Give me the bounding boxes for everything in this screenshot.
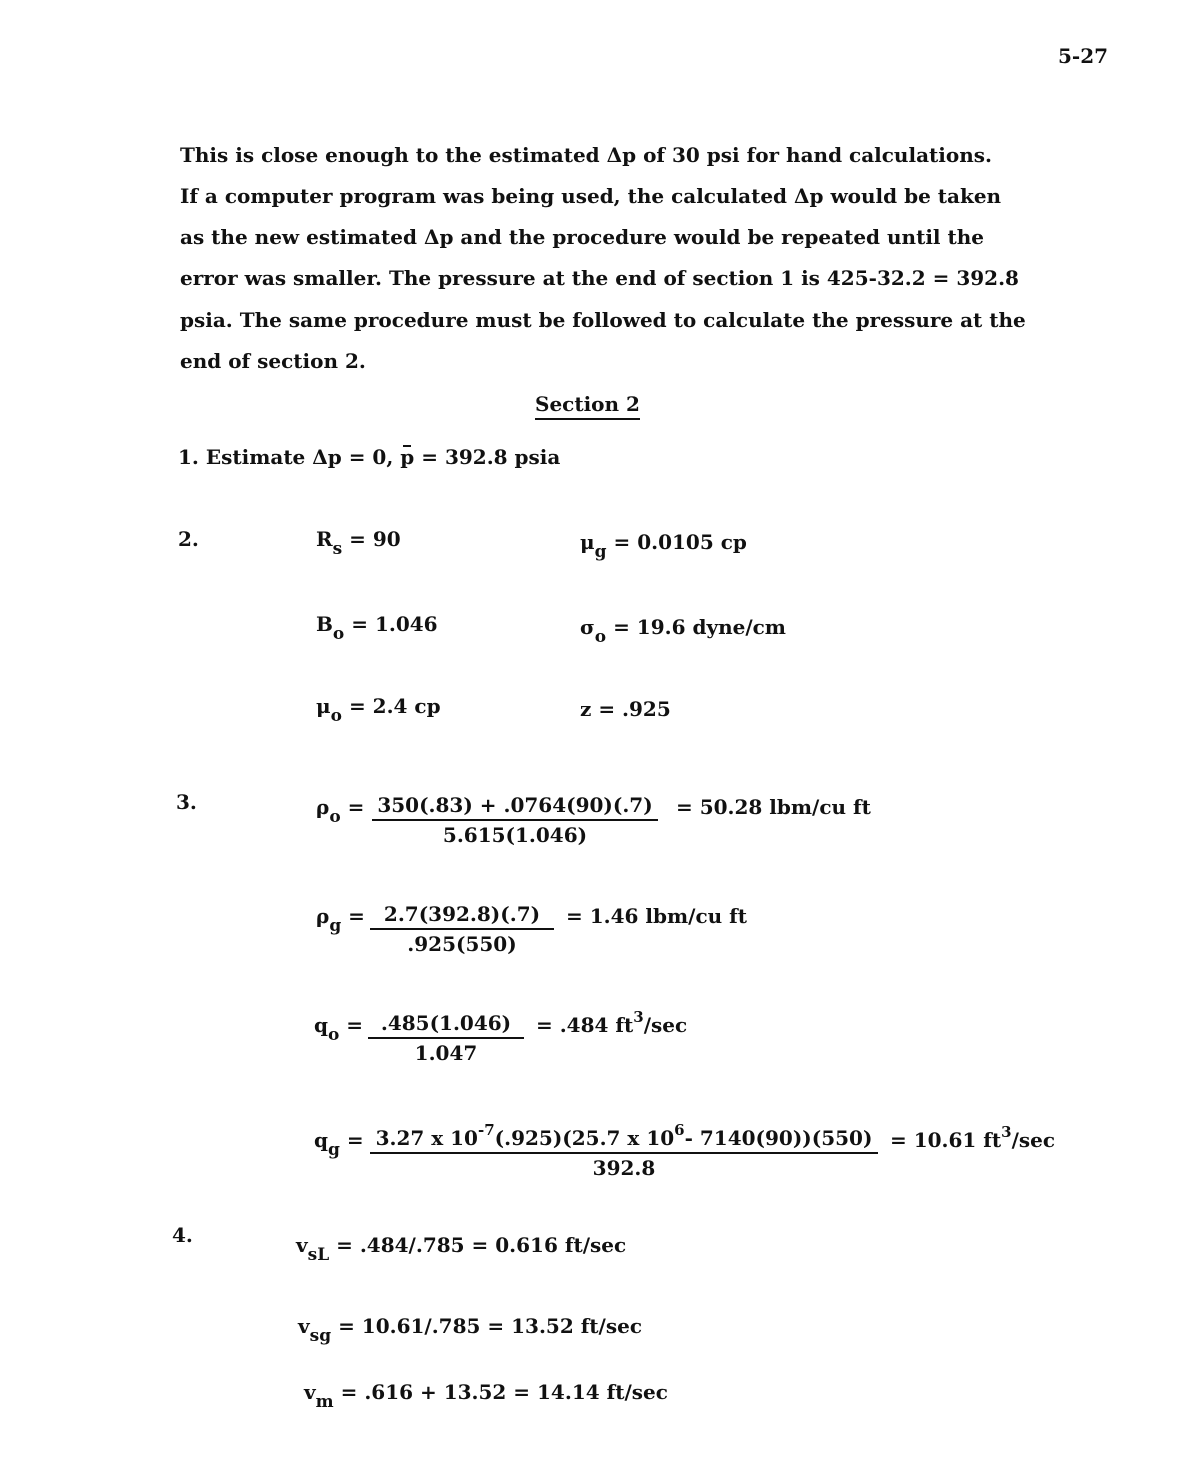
symbol: v	[296, 1233, 308, 1257]
qg-lhs	[314, 1128, 364, 1160]
symbol: R	[316, 527, 333, 551]
symbol: σ	[580, 615, 595, 639]
value: = .484/.785 = 0.616 ft/sec	[336, 1233, 627, 1257]
result-a: = .484 ft	[536, 1013, 634, 1037]
equals: =	[348, 904, 365, 928]
subscript: o	[327, 1025, 340, 1045]
num-part-b: (.925)(25.7 x 10	[494, 1126, 675, 1150]
denominator: .925(550)	[407, 932, 517, 956]
vsg-equation	[298, 1314, 643, 1346]
num-part-c: - 7140(90))(550)	[684, 1126, 873, 1150]
value: = 10.61/.785 = 13.52 ft/sec	[338, 1314, 643, 1338]
superscript: 3	[1001, 1123, 1012, 1141]
denominator: 5.615(1.046)	[442, 823, 588, 847]
equals: =	[346, 1128, 364, 1152]
value: = 2.4 cp	[348, 694, 441, 718]
paragraph-line: error was smaller. The pressure at the end of section 1 is 425-32.2 = 392.8	[180, 266, 1019, 290]
denominator: 1.047	[414, 1041, 478, 1065]
paragraph-line: psia. The same procedure must be followed to calculate the pressure at the	[180, 308, 1026, 332]
numerator	[370, 1121, 878, 1154]
subscript: sL	[307, 1245, 330, 1265]
rho-o-result: = 50.28 lbm/cu ft	[676, 795, 871, 819]
subscript: o	[330, 706, 342, 726]
sigmao-equation	[580, 615, 786, 647]
value: = 19.6 dyne/cm	[613, 615, 786, 639]
p-bar-symbol: p	[400, 445, 415, 469]
superscript: -7	[477, 1121, 495, 1139]
step-1-text-a: Estimate Δp = 0,	[205, 445, 394, 469]
step-number: 3.	[176, 790, 197, 814]
qg-fraction	[370, 1121, 878, 1180]
step-number: 2.	[178, 527, 199, 551]
numerator: .485(1.046)	[368, 1011, 524, 1039]
subscript: g	[327, 1140, 340, 1160]
denominator: 392.8	[592, 1156, 656, 1180]
subscript: sg	[309, 1326, 332, 1346]
vsl-equation	[296, 1233, 627, 1265]
superscript: 3	[633, 1008, 644, 1026]
num-part-a: 3.27 x 10	[375, 1126, 478, 1150]
rs-equation	[316, 527, 401, 559]
paragraph-line: This is close enough to the estimated Δp of 30 psi for hand calculations.	[180, 143, 992, 167]
bo-equation	[316, 612, 438, 644]
section-heading-text: Section 2	[535, 392, 640, 420]
rho-g-lhs	[316, 904, 365, 936]
qo-lhs	[314, 1013, 364, 1045]
rho-o-fraction	[372, 793, 658, 847]
z-equation	[580, 697, 671, 721]
symbol: v	[298, 1314, 310, 1338]
subscript: o	[332, 624, 345, 644]
step-1	[178, 445, 560, 469]
qo-fraction	[368, 1011, 524, 1065]
symbol: B	[316, 612, 333, 636]
value: = 1.046	[351, 612, 438, 636]
rho-g-fraction	[370, 902, 554, 956]
equals: =	[346, 1013, 364, 1037]
result-b: /sec	[1011, 1128, 1056, 1152]
muo-equation	[316, 694, 441, 726]
value: = .616 + 13.52 = 14.14 ft/sec	[340, 1380, 668, 1404]
section-heading	[535, 392, 640, 416]
subscript: g	[329, 916, 342, 936]
result-b: /sec	[643, 1013, 688, 1037]
equals: =	[347, 795, 365, 819]
subscript: s	[332, 539, 343, 559]
paragraph-line: end of section 2.	[180, 349, 366, 373]
symbol: z	[580, 697, 592, 721]
value: = 0.0105 cp	[613, 530, 747, 554]
numerator: 2.7(392.8)(.7)	[370, 902, 554, 930]
vm-equation	[304, 1380, 668, 1412]
value: = 90	[349, 527, 401, 551]
value: = .925	[598, 697, 671, 721]
qo-result	[536, 1008, 688, 1037]
mug-equation	[580, 530, 747, 562]
symbol: μ	[580, 530, 595, 554]
page-number: 5-27	[1058, 44, 1109, 68]
step-1-text-b: = 392.8 psia	[421, 445, 561, 469]
subscript: m	[315, 1392, 334, 1412]
paragraph-line: If a computer program was being used, the calculated Δp would be taken	[180, 184, 1002, 208]
subscript: g	[594, 542, 607, 562]
subscript: o	[329, 807, 341, 827]
numerator: 350(.83) + .0764(90)(.7)	[372, 793, 658, 821]
step-number: 4.	[172, 1223, 193, 1247]
symbol: μ	[316, 694, 331, 718]
qg-result	[890, 1123, 1056, 1152]
symbol: q	[314, 1013, 328, 1037]
rho-g-result: = 1.46 lbm/cu ft	[566, 904, 747, 928]
symbol: q	[314, 1128, 328, 1152]
result-a: = 10.61 ft	[890, 1128, 1002, 1152]
symbol: v	[304, 1380, 316, 1404]
paragraph-line: as the new estimated Δp and the procedure would be repeated until the	[180, 225, 984, 249]
symbol: ρ	[316, 904, 330, 928]
step-number: 1.	[178, 445, 199, 469]
subscript: o	[594, 627, 607, 647]
rho-o-lhs	[316, 795, 365, 827]
symbol: ρ	[316, 795, 330, 819]
superscript: 6	[674, 1121, 685, 1139]
